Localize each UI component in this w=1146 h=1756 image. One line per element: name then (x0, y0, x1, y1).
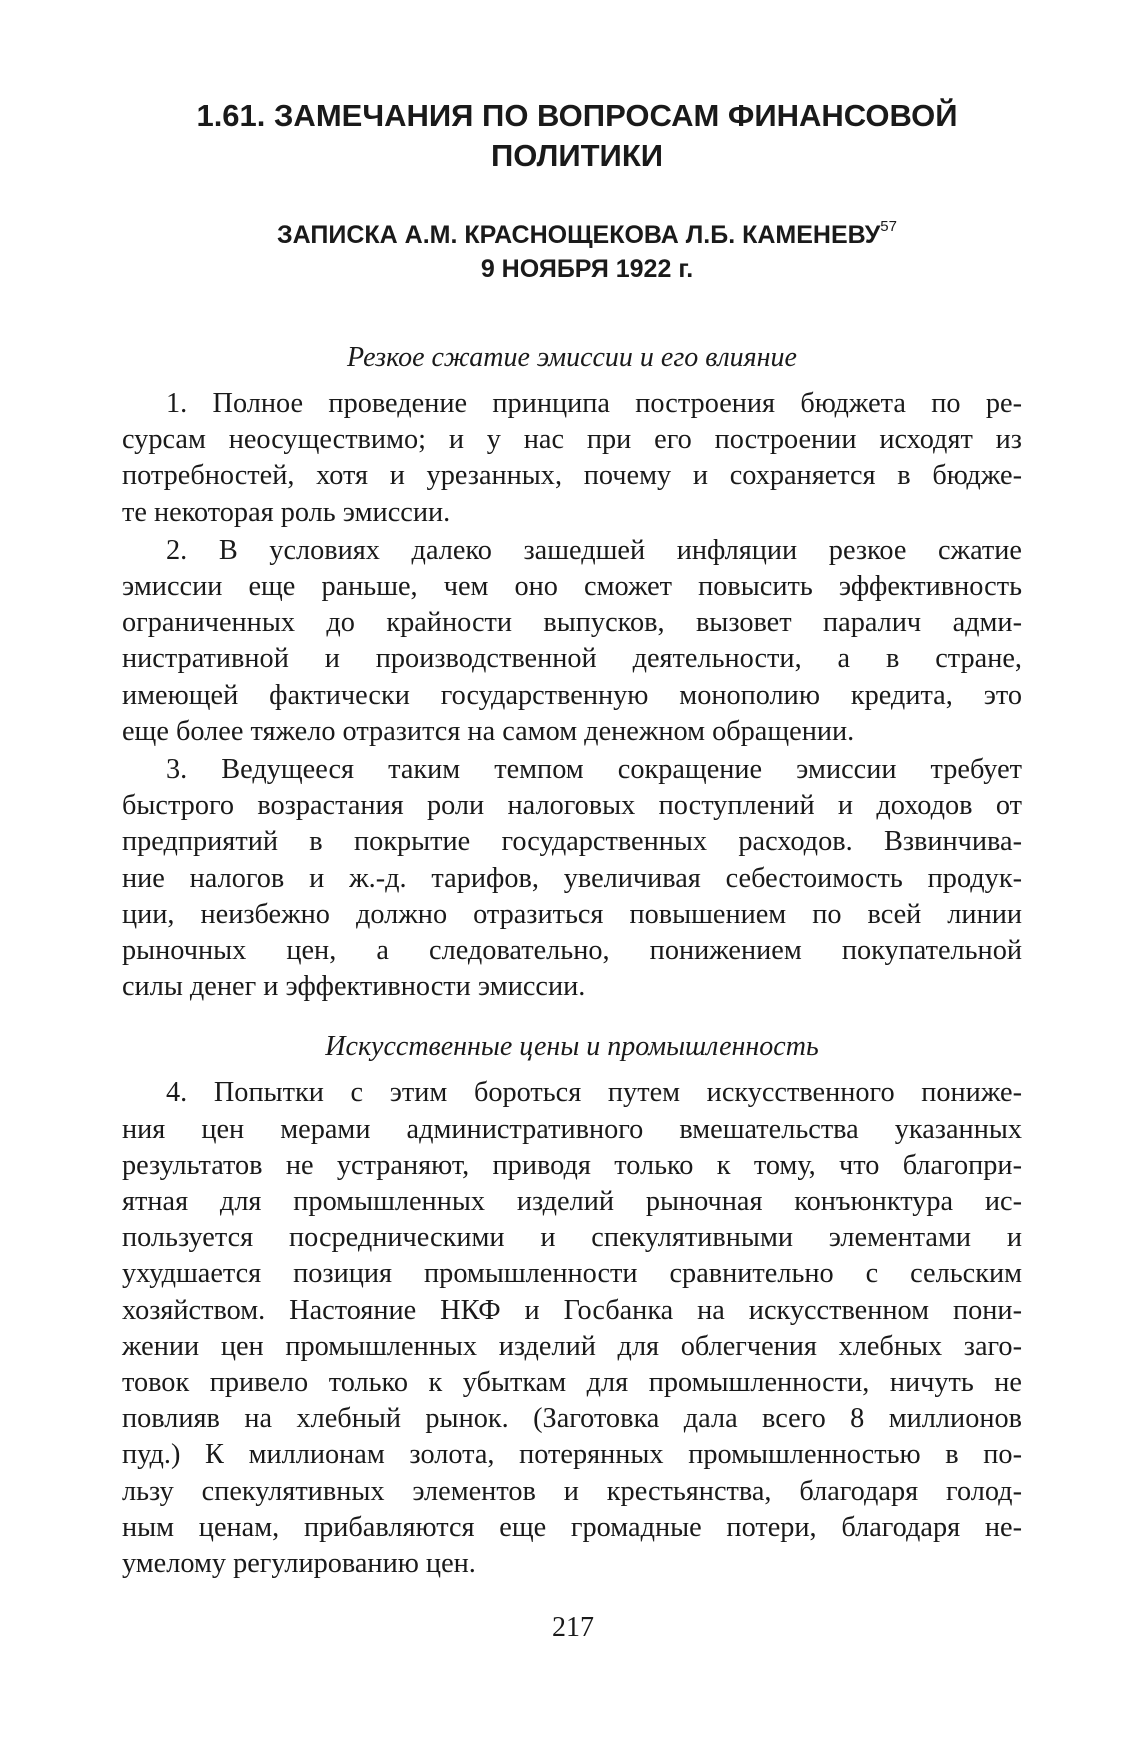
paragraph-line: ограниченных до крайности выпусков, вызовет паралич адми- (122, 607, 1022, 639)
paragraph-line: 3. Ведущееся таким темпом сокращение эмиссии требует (166, 754, 1022, 786)
paragraph-line: 4. Попытки с этим бороться путем искусственного пониже- (166, 1077, 1022, 1109)
paragraph-line: 1. Полное проведение принципа построения бюджета по ре- (166, 388, 1022, 419)
paragraph-line: пользуется посредническими и спекулятивными элементами и (122, 1222, 1022, 1254)
paragraph-line: жении цен промышленных изделий для облегчения хлебных заго- (122, 1330, 1022, 1362)
paragraph-line: товок привело только к убыткам для промышленности, ничуть не (122, 1367, 1022, 1399)
paragraph-line: хозяйством. Настояние НКФ и Госбанка на искусственном пони- (122, 1294, 1022, 1326)
paragraph-line: результатов не устраняют, приводя только к тому, что благопри- (122, 1149, 1022, 1181)
subtitle-text: ЗАПИСКА А.М. КРАСНОЩЕКОВА Л.Б. КАМЕНЕВУ (277, 221, 881, 249)
paragraph-4 (122, 1075, 1022, 1582)
document-title (122, 96, 1022, 176)
paragraph-line: пуд.) К миллионам золота, потерянных промышленностью в по- (122, 1439, 1022, 1471)
paragraph-line: еще более тяжело отразится на самом денежном обращении. (122, 715, 855, 747)
title-line-1: 1.61. ЗАМЕЧАНИЯ ПО ВОПРОСАМ ФИНАНСОВОЙ (196, 98, 958, 133)
paragraph-line: те некоторая роль эмиссии. (122, 496, 451, 528)
paragraph-line: повлияв на хлебный рынок. (Заготовка дала всего 8 миллионов (122, 1403, 1022, 1435)
footnote-marker: 57 (880, 218, 897, 235)
page-number: 217 (552, 1612, 594, 1643)
paragraph-line: ции, неизбежно должно отразиться повышением по всей линии (122, 898, 1022, 930)
paragraph-line: рыночных цен, а следовательно, понижением покупательной (122, 935, 1022, 967)
paragraph-line: ухудшается позиция промышленности сравнительно с сельским (122, 1258, 1022, 1290)
paragraph-line: сурсам неосуществимо; и у нас при его построении исходят из (122, 424, 1022, 456)
paragraph-3 (122, 752, 1022, 1005)
paragraph-line: льзу спекулятивных элементов и крестьянства, благодаря голод- (122, 1475, 1022, 1507)
paragraph-line: быстрого возрастания роли налоговых поступлений и доходов от (122, 790, 1022, 822)
paragraph-line: предприятий в покрытие государственных расходов. Взвинчива- (122, 826, 1022, 858)
paragraph-line: ние налогов и ж.-д. тарифов, увеличивая себестоимость продук- (122, 862, 1022, 894)
paragraph-line: 2. В условиях далеко зашедшей инфляции резкое сжатие (166, 534, 1022, 566)
paragraph-line: потребностей, хотя и урезанных, почему и сохраняется в бюдже- (122, 460, 1022, 492)
document-page (122, 96, 1022, 1584)
subtitle-date: 9 НОЯБРЯ 1922 г. (480, 255, 694, 283)
paragraph-line: силы денег и эффективности эмиссии. (122, 971, 586, 1003)
document-subtitle (122, 218, 1022, 286)
section-heading-1: Резкое сжатие эмиссии и его влияние (347, 342, 797, 373)
paragraph-line: нистративной и производственной деятельности, а в стране, (122, 643, 1022, 675)
paragraph-2 (122, 533, 1022, 750)
paragraph-line: имеющей фактически государственную монополию кредита, это (122, 679, 1022, 711)
paragraph-line: ятная для промышленных изделий рыночная конъюнктура ис- (122, 1186, 1022, 1218)
section-heading-2: Искусственные цены и промышленность (325, 1031, 819, 1063)
paragraph-1 (122, 386, 1022, 531)
paragraph-line: умелому регулированию цен. (122, 1548, 476, 1580)
paragraph-line: эмиссии еще раньше, чем оно сможет повысить эффективность (122, 571, 1022, 603)
title-line-2: ПОЛИТИКИ (490, 138, 664, 173)
paragraph-line: ния цен мерами административного вмешательства указанных (122, 1113, 1022, 1145)
paragraph-line: ным ценам, прибавляются еще громадные потери, благодаря не- (122, 1511, 1022, 1543)
subtitle-line-1 (152, 218, 1022, 252)
